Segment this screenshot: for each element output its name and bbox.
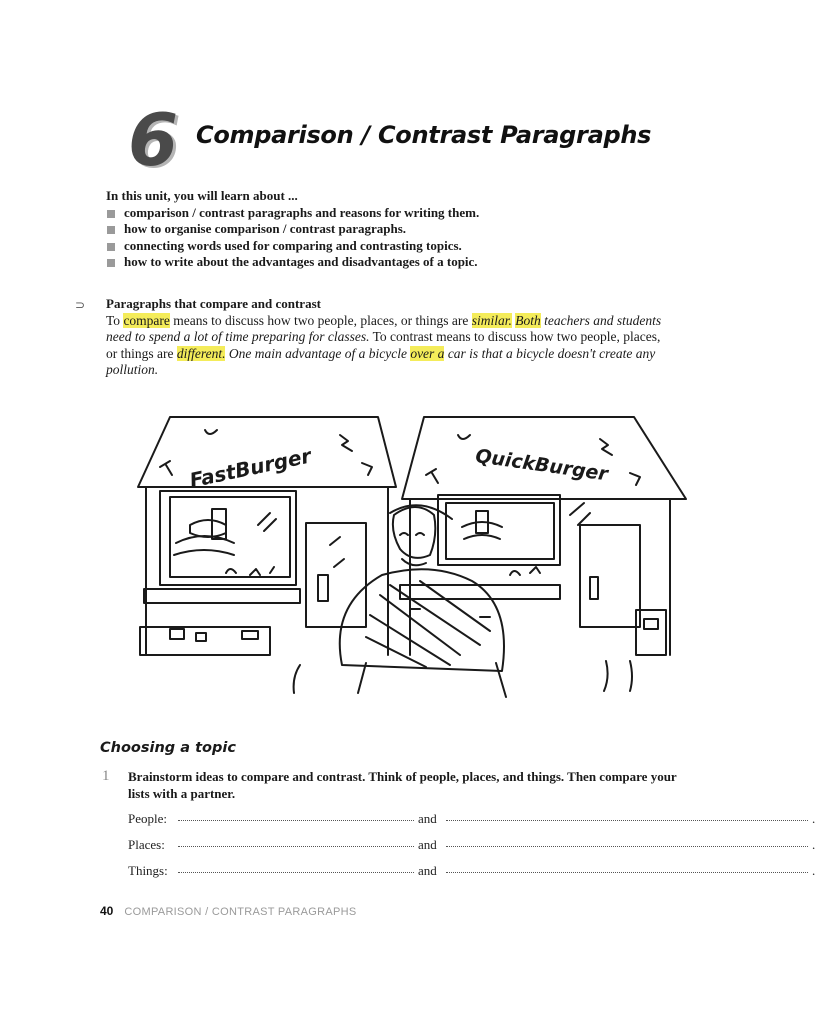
objective-item: how to write about the advantages and disadvantages of a topic. — [106, 254, 479, 271]
running-head: COMPARISON / CONTRAST PARAGRAPHS — [124, 906, 357, 918]
objectives-lead: In this unit, you will learn about ... — [106, 188, 298, 203]
example-sentence: One main advantage of a bicycle — [228, 345, 407, 361]
row-label: Things: — [128, 863, 168, 878]
objective-item: how to organise comparison / contrast paragraphs. — [106, 221, 479, 238]
page-number: 40 — [100, 904, 114, 918]
text-run: means to discuss how two people, places, or things are — [173, 312, 469, 328]
answer-blank-2[interactable] — [446, 820, 808, 821]
row-label: People: — [128, 811, 167, 826]
page-title: Comparison / Contrast Paragraphs — [196, 121, 652, 149]
row-and: and — [418, 863, 437, 878]
unit-objectives — [106, 188, 479, 271]
answer-blank-2[interactable] — [446, 872, 808, 873]
highlight-different: different. — [176, 345, 226, 361]
example-sentence: car is that a bicycle doesn't create any pollution. — [106, 345, 656, 377]
objective-item: connecting words used for comparing and contrasting topics. — [106, 238, 479, 255]
fill-row-people — [128, 811, 815, 829]
sign-fastburger: FastBurger — [187, 443, 314, 493]
row-end: . — [812, 863, 815, 878]
answer-blank-1[interactable] — [178, 846, 414, 847]
answer-blank-1[interactable] — [178, 872, 414, 873]
audio-track-icon[interactable]: ⊃ — [75, 298, 86, 312]
answer-blank-2[interactable] — [446, 846, 808, 847]
row-and: and — [418, 811, 437, 826]
text-run: To — [106, 312, 121, 328]
fill-row-places — [128, 837, 815, 855]
exercise-number: 1 — [102, 768, 110, 784]
example-sentence: teachers and students need to spend a lot of time preparing for classes. — [106, 312, 662, 344]
unit-number: 6 — [128, 98, 179, 182]
sign-quickburger: QuickBurger — [474, 445, 610, 486]
objectives-list — [106, 205, 479, 271]
text-run: To contrast means to discuss how two people, places, or things are — [106, 329, 661, 361]
highlight-both: Both — [515, 312, 541, 328]
answer-blank-1[interactable] — [178, 820, 414, 821]
choosing-topic-heading: Choosing a topic — [100, 740, 236, 756]
fill-row-things — [128, 863, 815, 881]
highlight-similar: similar. — [471, 312, 512, 328]
row-and: and — [418, 837, 437, 852]
highlight-over-a: over a — [410, 345, 445, 361]
page-footer — [100, 904, 357, 918]
objective-item: comparison / contrast paragraphs and reasons for writing them. — [106, 205, 479, 222]
exercise-instruction: Brainstorm ideas to compare and contrast. Think of people, places, and things. Then compare your lists with a partner. — [128, 769, 677, 801]
row-end: . — [812, 811, 815, 826]
burger-shops-illustration — [130, 405, 696, 715]
definition-paragraph — [106, 313, 666, 379]
section-heading: Paragraphs that compare and contrast — [106, 296, 321, 311]
highlight-compare: compare — [123, 312, 170, 328]
row-label: Places: — [128, 837, 165, 852]
compare-contrast-section — [106, 296, 666, 379]
row-end: . — [812, 837, 815, 852]
